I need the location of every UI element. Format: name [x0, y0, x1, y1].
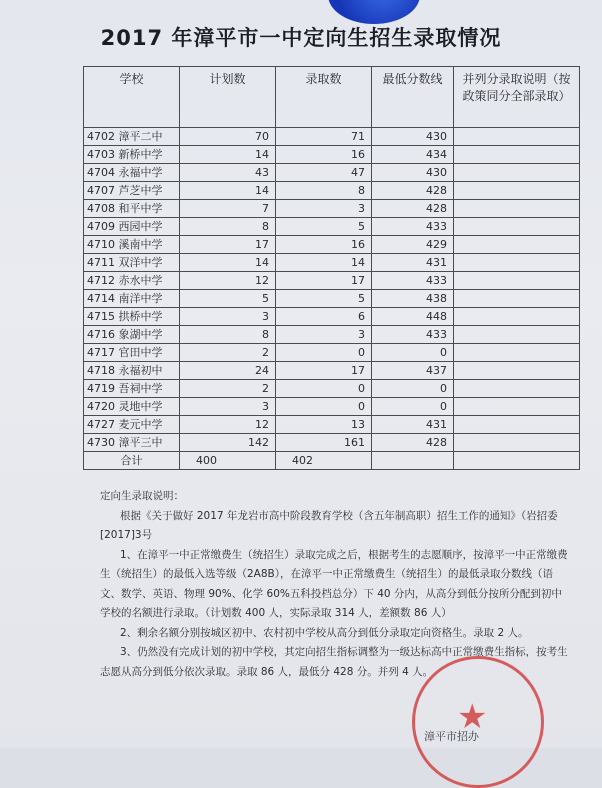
tie-note-cell [454, 182, 580, 200]
notes-section [100, 487, 570, 682]
stamp-signature: 漳平市招办 [424, 730, 479, 743]
admitted-cell: 5 [276, 290, 372, 308]
table-row [84, 236, 580, 254]
table-row [84, 380, 580, 398]
tie-note-cell [454, 416, 580, 434]
tie-note-cell [454, 164, 580, 182]
plan-cell: 24 [180, 362, 276, 380]
plan-cell: 2 [180, 380, 276, 398]
notes-basis: 根据《关于做好 2017 年龙岩市高中阶段教育学校（含五年制高职）招生工作的通知》（岩招委[2017]3号 [100, 509, 558, 541]
plan-cell: 5 [180, 290, 276, 308]
table-row [84, 218, 580, 236]
notes-heading: 定向生录取说明： [100, 490, 184, 502]
tie-note-cell [454, 362, 580, 380]
min-score-cell: 0 [372, 398, 454, 416]
min-score-cell: 0 [372, 380, 454, 398]
plan-cell: 14 [180, 146, 276, 164]
plan-cell: 70 [180, 128, 276, 146]
header-tie-note: 并列分录取说明（按政策同分全部录取） [454, 67, 580, 128]
admitted-cell: 6 [276, 308, 372, 326]
min-score-cell: 431 [372, 416, 454, 434]
school-cell: 4704 永福中学 [84, 164, 180, 182]
admitted-cell: 17 [276, 272, 372, 290]
tie-note-cell [454, 128, 580, 146]
min-score-cell: 433 [372, 272, 454, 290]
school-cell: 4707 芦芝中学 [84, 182, 180, 200]
admitted-cell: 161 [276, 434, 372, 452]
admitted-cell: 3 [276, 200, 372, 218]
plan-cell: 17 [180, 236, 276, 254]
official-seal [412, 656, 544, 788]
admission-table [83, 66, 580, 470]
tie-note-cell [454, 290, 580, 308]
header-plan: 计划数 [180, 67, 276, 128]
plan-cell: 14 [180, 182, 276, 200]
school-cell: 4715 拱桥中学 [84, 308, 180, 326]
admitted-cell: 3 [276, 326, 372, 344]
total-row [84, 452, 580, 470]
admitted-cell: 17 [276, 362, 372, 380]
school-cell: 4711 双洋中学 [84, 254, 180, 272]
admitted-cell: 0 [276, 380, 372, 398]
table-row [84, 416, 580, 434]
table-row [84, 164, 580, 182]
tie-note-cell [454, 200, 580, 218]
tie-note-cell [454, 326, 580, 344]
total-min-cell [372, 452, 454, 470]
plan-cell: 43 [180, 164, 276, 182]
school-cell: 4730 漳平三中 [84, 434, 180, 452]
notes-item-2: 2、剩余名额分别按城区初中、农村初中学校从高分到低分录取定向资格生。录取 2 人。 [120, 626, 529, 639]
school-cell: 4709 西园中学 [84, 218, 180, 236]
plan-cell: 142 [180, 434, 276, 452]
admitted-cell: 16 [276, 236, 372, 254]
admitted-cell: 8 [276, 182, 372, 200]
plan-cell: 12 [180, 416, 276, 434]
admitted-cell: 14 [276, 254, 372, 272]
tie-note-cell [454, 380, 580, 398]
min-score-cell: 430 [372, 128, 454, 146]
tie-note-cell [454, 398, 580, 416]
tie-note-cell [454, 272, 580, 290]
table-row [84, 182, 580, 200]
header-admitted: 录取数 [276, 67, 372, 128]
school-cell: 4702 漳平二中 [84, 128, 180, 146]
admitted-cell: 5 [276, 218, 372, 236]
admitted-cell: 71 [276, 128, 372, 146]
total-label: 合计 [84, 452, 180, 470]
header-min-score: 最低分数线 [372, 67, 454, 128]
min-score-cell: 433 [372, 218, 454, 236]
school-cell: 4710 溪南中学 [84, 236, 180, 254]
table-row [84, 290, 580, 308]
min-score-cell: 434 [372, 146, 454, 164]
tie-note-cell [454, 308, 580, 326]
min-score-cell: 448 [372, 308, 454, 326]
school-cell: 4708 和平中学 [84, 200, 180, 218]
plan-cell: 2 [180, 344, 276, 362]
min-score-cell: 437 [372, 362, 454, 380]
admitted-cell: 16 [276, 146, 372, 164]
plan-cell: 7 [180, 200, 276, 218]
header-school: 学校 [84, 67, 180, 128]
table-row [84, 128, 580, 146]
plan-cell: 12 [180, 272, 276, 290]
admitted-cell: 47 [276, 164, 372, 182]
plan-cell: 8 [180, 218, 276, 236]
school-cell: 4703 新桥中学 [84, 146, 180, 164]
table-body [84, 128, 580, 470]
min-score-cell: 431 [372, 254, 454, 272]
notes-item-1: 1、在漳平一中正常缴费生（统招生）录取完成之后，根据考生的志愿顺序，按漳平一中正常缴费生（统招生）的最低入选等级（2A8B），在漳平一中正常缴费生（统招生）的最低录取分数线（语文、数学、英语、物理 90%、化学 60%五科投档总分）下 40 分内，从高分到低分按所分配到初中学校的名额进行录取。（计划数 400 人，实际录取 314 人，差额数 86 人） [100, 548, 568, 619]
table-row [84, 272, 580, 290]
tie-note-cell [454, 218, 580, 236]
table-row [84, 398, 580, 416]
min-score-cell: 433 [372, 326, 454, 344]
admitted-cell: 0 [276, 398, 372, 416]
tie-note-cell [454, 254, 580, 272]
tie-note-cell [454, 434, 580, 452]
table-row [84, 434, 580, 452]
min-score-cell: 428 [372, 434, 454, 452]
table-row [84, 200, 580, 218]
table-row [84, 308, 580, 326]
plan-cell: 8 [180, 326, 276, 344]
plan-cell: 3 [180, 398, 276, 416]
total-admitted: 402 [276, 452, 372, 470]
min-score-cell: 430 [372, 164, 454, 182]
school-cell: 4718 永福初中 [84, 362, 180, 380]
table-row [84, 254, 580, 272]
star-icon: ★ [457, 697, 488, 737]
tie-note-cell [454, 236, 580, 254]
admitted-cell: 13 [276, 416, 372, 434]
min-score-cell: 428 [372, 182, 454, 200]
plan-cell: 14 [180, 254, 276, 272]
tie-note-cell [454, 344, 580, 362]
plan-cell: 3 [180, 308, 276, 326]
min-score-cell: 438 [372, 290, 454, 308]
school-cell: 4714 南洋中学 [84, 290, 180, 308]
table-row [84, 146, 580, 164]
table-row [84, 326, 580, 344]
school-cell: 4712 赤水中学 [84, 272, 180, 290]
table-row [84, 344, 580, 362]
school-cell: 4716 象湖中学 [84, 326, 180, 344]
school-cell: 4717 官田中学 [84, 344, 180, 362]
min-score-cell: 428 [372, 200, 454, 218]
admitted-cell: 0 [276, 344, 372, 362]
total-plan: 400 [180, 452, 276, 470]
total-note-cell [454, 452, 580, 470]
school-cell: 4727 麦元中学 [84, 416, 180, 434]
school-cell: 4720 灵地中学 [84, 398, 180, 416]
table-header-row [84, 67, 580, 128]
page-title: 2017 年漳平市一中定向生招生录取情况 [100, 26, 502, 50]
table-row [84, 362, 580, 380]
school-cell: 4719 吾祠中学 [84, 380, 180, 398]
notes-item-3: 3、仍然没有完成计划的初中学校，其定向招生指标调整为一级达标高中正常缴费生指标，按考生志愿从高分到低分依次录取。录取 86 人，最低分 428 分。并列 4 人。 [100, 646, 568, 678]
tie-note-cell [454, 146, 580, 164]
min-score-cell: 0 [372, 344, 454, 362]
min-score-cell: 429 [372, 236, 454, 254]
